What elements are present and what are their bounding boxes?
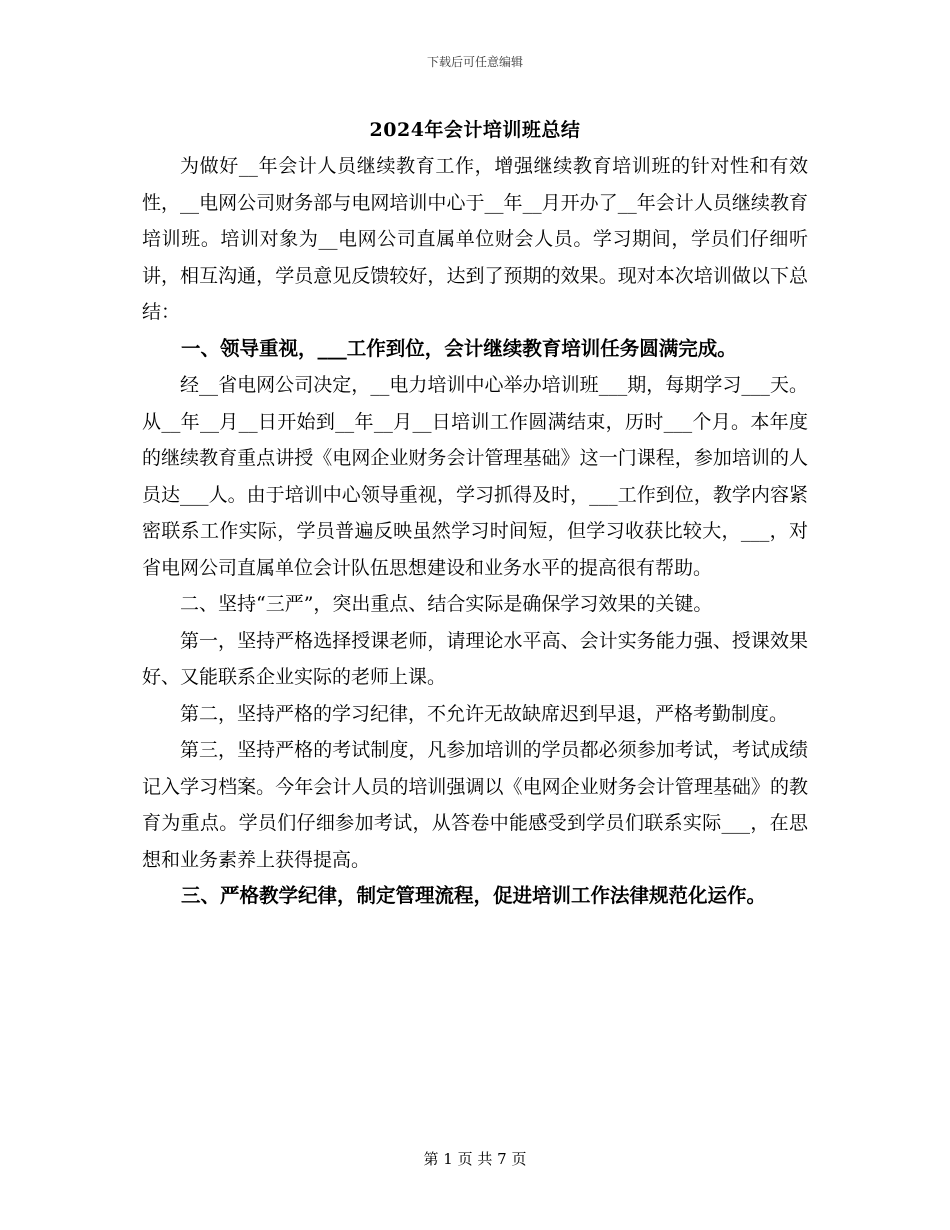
paragraph-point-2: 第二，坚持严格的学习纪律，不允许无故缺席迟到早退，严格考勤制度。 [180, 702, 789, 725]
paragraph-intro: 为做好__年会计人员继续教育工作，增强继续教育培训班的针对性和有效性，__电网公司财务部与电网培训中心于__年__月开办了__年会计人员继续教育培训班。培训对象为__电网公司直属单位财会人员。学习期间，学员们仔细听讲，相互沟通，学员意见反馈较好，达到了预期的效果。现对本次培训做以下总结： [142, 155, 808, 323]
paragraph-point-1: 第一，坚持严格选择授课老师，请理论水平高、会计实务能力强、授课效果好、又能联系企业实际的老师上课。 [142, 629, 808, 688]
document-body [142, 148, 808, 915]
section-heading-2: 二、坚持“三严”，突出重点、结合实际是确保学习效果的关键。 [180, 593, 713, 615]
section-heading-1: 一、领导重视，___工作到位，会计继续教育培训任务圆满完成。 [181, 336, 737, 360]
header-note: 下载后可任意编辑 [426, 55, 523, 69]
page-number-footer: 第 1 页 共 7 页 [423, 1150, 527, 1168]
section-heading-3: 三、严格教学纪律，制定管理流程，促进培训工作法律规范化运作。 [181, 884, 767, 907]
paragraph-section-1: 经__省电网公司决定，__电力培训中心举办培训班___期，每期学习___天。从__年__月__日开始到__年__月__日培训工作圆满结束，历时___个月。本年度的继续教育重点讲授《电网企业财务会计管理基础》这一门课程，参加培训的人员达___人。由于培训中心领导重视，学习抓得及时，___工作到位，教学内容紧密联系工作实际，学员普遍反映虽然学习时间短，但学习收获比较大，___，对省电网公司直属单位会计队伍思想建设和业务水平的提高很有帮助。 [142, 374, 808, 579]
paragraph-point-3: 第三，坚持严格的考试制度，凡参加培训的学员都必须参加考试，考试成绩记入学习档案。今年会计人员的培训强调以《电网企业财务会计管理基础》的教育为重点。学员们仔细参加考试，从答卷中能感受到学员们联系实际___，在思想和业务素养上获得提高。 [142, 739, 808, 871]
document-title: 2024年会计培训班总结 [369, 119, 581, 141]
